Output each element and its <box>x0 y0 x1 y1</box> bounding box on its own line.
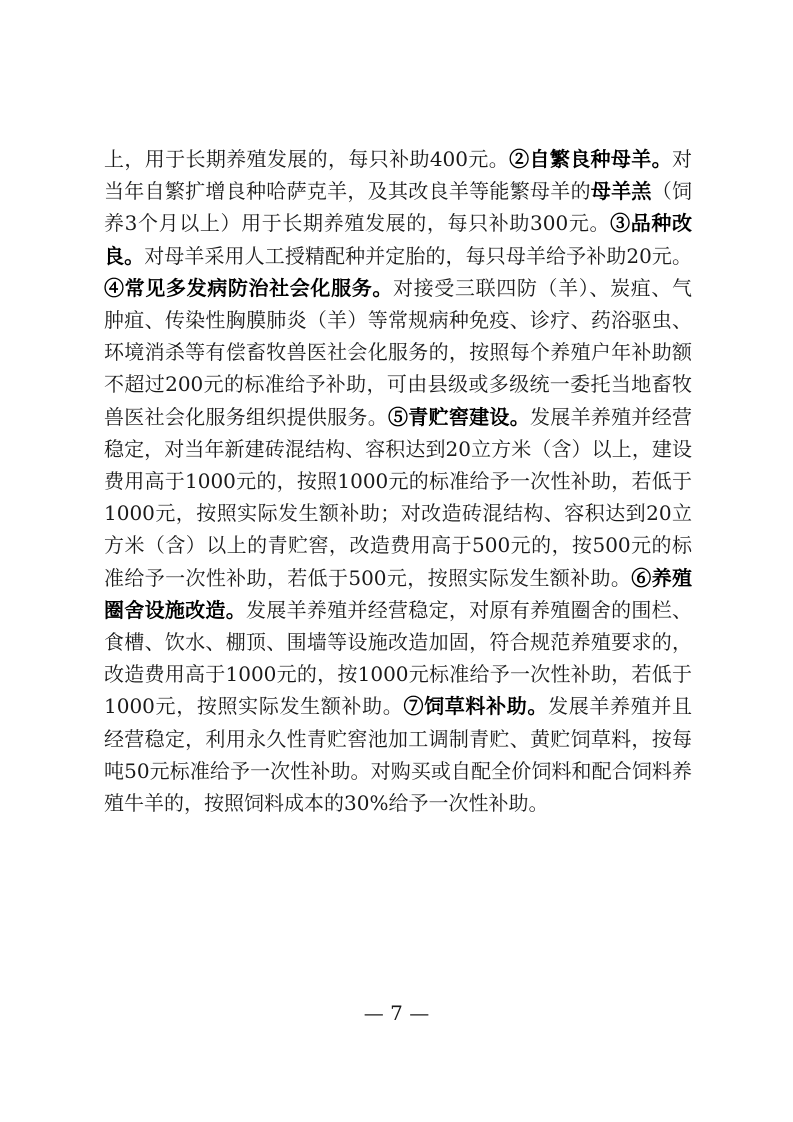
heading-segment-disease-prevention: ④常见多发病防治社会化服务。 <box>104 275 393 300</box>
text-segment: 发展羊养殖并经营稳定，对原有养殖圈舍的围栏、食槽、饮水、棚顶、围墙等设施改造加固，符合规范养殖要求的，改造费用高于1000元的，按1000元标准给予一次性补助，若低于1000元，按照实际发生额补助。 <box>104 597 692 719</box>
text-segment: 发展羊养殖并经营稳定，对当年新建砖混结构、容积达到20立方米（含）以上，建设费用高于1000元的，按照1000元的标准给予一次性补助，若低于1000元，按照实际发生额补助；对改造砖混结构、容积达到20立方米（含）以上的青贮窖，改造费用高于500元的，按500元的标准给予一次性补助，若低于500元，按照实际发生额补助。 <box>104 404 693 590</box>
text-segment: 对母羊采用人工授精配种并定胎的，每只母羊给予补助20元。 <box>144 243 693 268</box>
heading-segment-forage-subsidy: ⑦饲草料补助。 <box>403 694 549 719</box>
heading-segment-breed-improvement: ③品种改良。 <box>104 211 692 268</box>
heading-segment-ewe-lamb: 母羊羔 <box>590 179 652 204</box>
text-segment: 上，用于长期养殖发展的，每只补助400元。 <box>104 147 510 171</box>
page-number: — 7 — <box>363 1001 430 1025</box>
text-segment: 对当年自繁扩增良种哈萨克羊，及其改良羊等能繁母羊的 <box>104 147 693 204</box>
text-segment: （饲养3个月以上）用于长期养殖发展的，每只补助300元。 <box>104 179 693 236</box>
text-segment: 对接受三联四防（羊）、炭疽、气肿疽、传染性胸膜肺炎（羊）等常规病种免疫、诊疗、药浴驱虫、环境消杀等有偿畜牧兽医社会化服务的，按照每个养殖户年补助额不超过200元的标准给予补助，可由县级或多级统一委托当地畜牧兽医社会化服务组织提供服务。 <box>104 275 692 429</box>
heading-segment-pen-renovation: ⑥养殖圈舍设施改造。 <box>104 565 692 622</box>
body-paragraph <box>104 143 692 819</box>
text-segment: 发展羊养殖并且经营稳定，利用永久性青贮窖池加工调制青贮、黄贮饲草料，按每吨50元标准给予一次性补助。对购买或自配全价饲料和配合饲料养殖牛羊的，按照饲料成本的30%给予一次性补助。 <box>104 694 693 816</box>
heading-segment-breeding-ewe: ②自繁良种母羊。 <box>509 147 673 171</box>
heading-segment-silage-cellar: ⑤青贮窖建设。 <box>388 404 530 429</box>
